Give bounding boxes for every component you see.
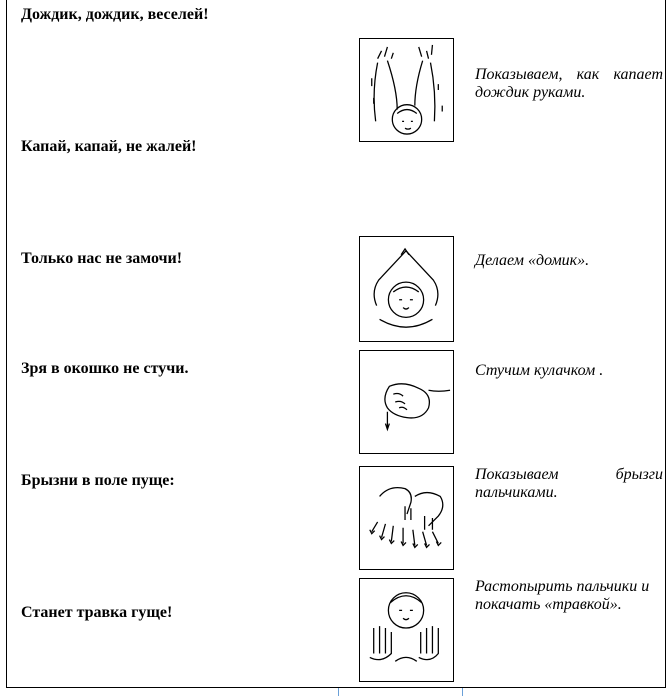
column-marker — [462, 688, 463, 696]
splash-fingers-icon — [359, 466, 454, 570]
grass-fingers-icon — [359, 578, 454, 682]
verse-line-4: Зря в окошко не стучи. — [21, 360, 189, 377]
description-5: Растопырить пальчики и покачать «травкой». — [475, 578, 650, 613]
description-2: Делаем «домик». — [475, 252, 590, 269]
rhyme-table — [6, 0, 666, 688]
description-1: Показываем, как капает дождик руками. — [475, 66, 663, 101]
verse-line-2: Капай, капай, не жалей! — [21, 138, 197, 155]
column-marker — [338, 688, 339, 696]
roof-hands-icon — [359, 236, 454, 342]
verse-line-3: Только нас не замочи! — [21, 250, 183, 267]
description-4: Показываем брызги пальчиками. — [475, 466, 663, 501]
description-3: Стучим кулачком . — [475, 362, 604, 379]
rain-hands-icon — [359, 38, 454, 142]
verse-line-6: Станет травка гуще! — [21, 604, 173, 621]
verse-line-1: Дождик, дождик, веселей! — [21, 6, 209, 23]
fist-knock-icon — [359, 350, 454, 454]
verse-line-5: Брызни в поле пуще: — [21, 472, 175, 489]
